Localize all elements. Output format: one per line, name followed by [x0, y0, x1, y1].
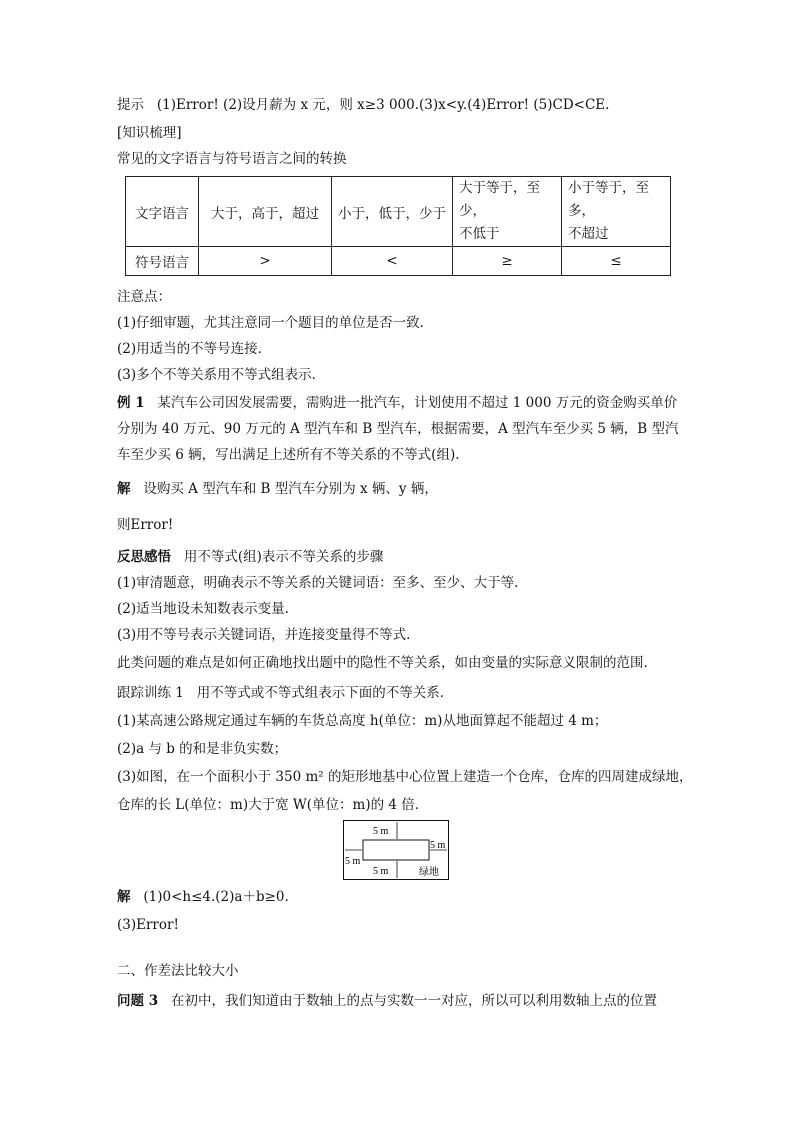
table-cell: ≥ — [453, 247, 562, 276]
example1-line: 分别为 40 万元、90 万元的 A 型汽车和 B 型汽车，根据需要，A 型汽车至少买 5 辆，B 型汽 — [117, 421, 679, 437]
table-cell: 大于，高于，超过 — [199, 177, 332, 247]
solution-text: (1)0<h≤4.(2)a＋b≥0. — [143, 889, 289, 905]
green-label: 绿地 — [419, 867, 439, 878]
note-item: (1)仔细审题，尤其注意同一个题目的单位是否一致． — [117, 315, 434, 331]
table-cell: < — [332, 247, 453, 276]
right-label: 5 m — [430, 840, 446, 851]
bottom-label: 5 m — [373, 866, 389, 877]
then-line: 则Error! — [117, 517, 174, 533]
hint-label: 提示 — [117, 97, 144, 113]
table-row — [126, 177, 671, 247]
reflection-item: (2)适当地设未知数表示变量. — [117, 601, 289, 617]
intro-text: 常见的文字语言与符号语言之间的转换 — [117, 151, 347, 167]
section-knowledge: [知识梳理] — [117, 125, 182, 141]
table-cell — [562, 177, 671, 247]
solution-label: 解 — [117, 889, 131, 905]
reflection-subtitle: 用不等式(组)表示不等关系的步骤 — [183, 549, 384, 565]
example1-line — [117, 394, 677, 412]
solution2b-line: (3)Error! — [117, 917, 179, 933]
note-item: (2)用适当的不等号连接． — [117, 341, 272, 357]
table-cell: 小于，低于，少于 — [332, 177, 453, 247]
table-cell: 符号语言 — [126, 247, 199, 276]
warehouse-figure — [343, 820, 449, 880]
cell-line: 大于等于，至少， — [459, 180, 540, 219]
table-cell: > — [199, 247, 332, 276]
section2-heading: 二、作差法比较大小 — [117, 963, 239, 979]
warehouse-rect — [363, 840, 429, 860]
problem-label: 问题 3 — [117, 993, 159, 1009]
cell-line: 小于等于，至多， — [568, 180, 649, 219]
example-text: 某汽车公司因发展需要，需购进一批汽车，计划使用不超过 1 000 万元的资金购买单价 — [157, 395, 678, 411]
table-cell: 文字语言 — [126, 177, 199, 247]
top-label: 5 m — [373, 826, 389, 837]
reflection-item: (1)审清题意，明确表示不等关系的关键词语：至多、至少、大于等. — [117, 575, 519, 591]
table-cell: ≤ — [562, 247, 671, 276]
cell-line: 不低于 — [459, 226, 500, 242]
reflection-title: 反思感悟 — [117, 549, 171, 565]
table-cell — [453, 177, 562, 247]
figure-drawing — [343, 820, 449, 880]
practice-heading — [117, 684, 453, 702]
reflection-item: (3)用不等号表示关键词语，并连接变量得不等式. — [117, 627, 411, 643]
table-row — [126, 247, 671, 276]
practice-item: 仓库的长 L(单位：m)大于宽 W(单位：m)的 4 倍． — [117, 797, 429, 813]
solution-line — [117, 480, 438, 498]
practice-item: (2)a 与 b 的和是非负实数； — [117, 741, 288, 757]
solution-label: 解 — [117, 481, 131, 497]
left-label: 5 m — [345, 856, 361, 867]
note-item: (3)多个不等关系用不等式组表示． — [117, 367, 326, 383]
notes-title: 注意点： — [117, 289, 171, 305]
conversion-table — [125, 176, 671, 276]
hint-text: (1)Error! (2)设月薪为 x 元，则 x≥3 000.(3)x<y.(4)Error! (5)CD<CE. — [156, 97, 610, 113]
example1-line: 车至少买 6 辆，写出满足上述所有不等关系的不等式(组). — [117, 447, 460, 463]
practice-text: 用不等式或不等式组表示下面的不等关系． — [196, 685, 454, 701]
example-label: 例 1 — [117, 395, 145, 411]
hint-line — [117, 96, 609, 114]
solution2-line — [117, 888, 289, 906]
practice-item: (1)某高速公路规定通过车辆的车货总高度 h(单位：m)从地面算起不能超过 4 m； — [117, 713, 608, 729]
practice-label: 跟踪训练 1 — [117, 685, 184, 701]
reflection-heading — [117, 548, 383, 566]
solution-text: 设购买 A 型汽车和 B 型汽车分别为 x 辆、y 辆， — [143, 481, 438, 497]
reflection-item: 此类问题的难点是如何正确地找出题中的隐性不等关系，如由变量的实际意义限制的范围. — [117, 655, 648, 671]
problem-text: 在初中，我们知道由于数轴上的点与实数一一对应，所以可以利用数轴上点的位置 — [170, 993, 657, 1009]
problem3-line — [117, 992, 657, 1010]
practice-item: (3)如图，在一个面积小于 350 m² 的矩形地基中心位置上建造一个仓库，仓库的四周建成绿地， — [117, 769, 693, 785]
cell-line: 不超过 — [568, 226, 609, 242]
